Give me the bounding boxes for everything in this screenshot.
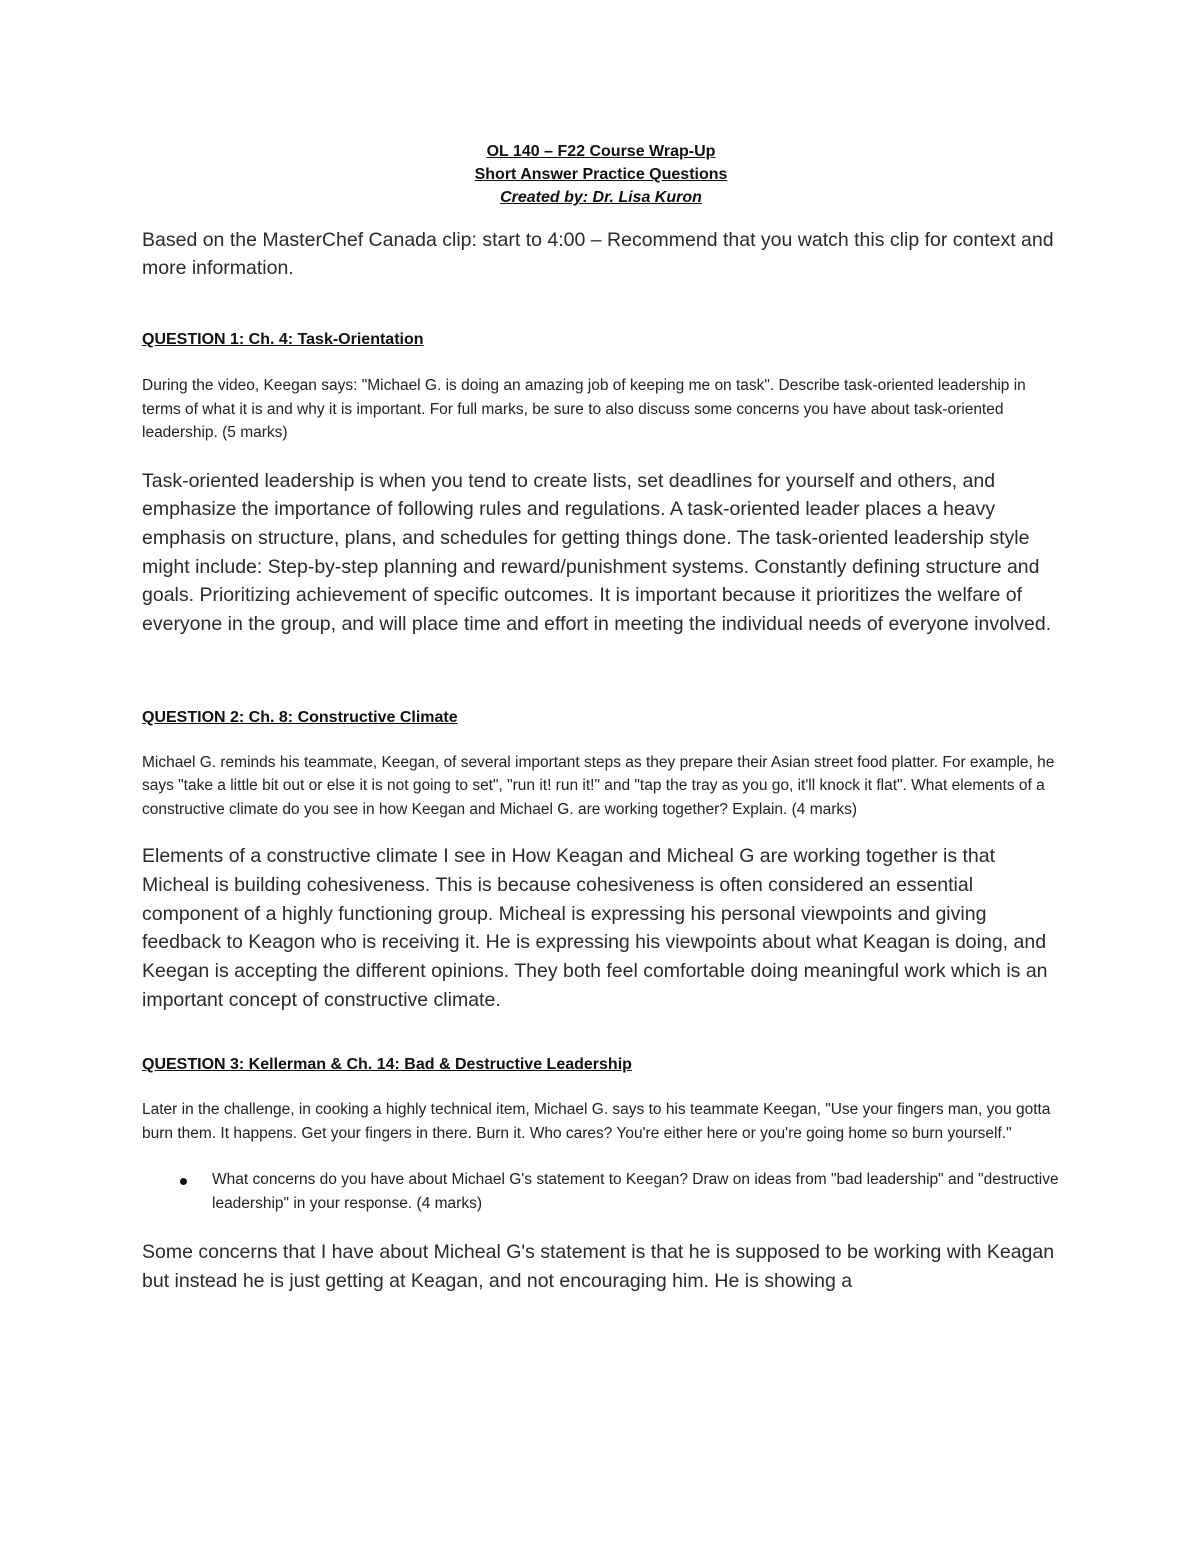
document-author: Created by: Dr. Lisa Kuron: [500, 189, 702, 206]
document-subtitle: Short Answer Practice Questions: [474, 166, 728, 183]
question-2-answer: Elements of a constructive climate I see in How Keagan and Micheal G are working together is that Micheal is building cohesiveness. This is because cohesiveness is often considered an essential component of a highly functioning group. Micheal is expressing his personal viewpoints and giving feedback to Keagon who is receiving it. He is expressing his viewpoints about what Keagan is doing, and Keegan is accepting the different opinions. They both feel comfortable doing meaningful work which is an important concept of constructive climate.: [142, 845, 1048, 1011]
list-item: [142, 1168, 1060, 1215]
question-2-heading: QUESTION 2: Ch. 8: Constructive Climate: [142, 708, 458, 726]
question-3-heading: QUESTION 3: Kellerman & Ch. 14: Bad & Destructive Leadership: [142, 1056, 632, 1074]
question-3-answer: Some concerns that I have about Micheal G's statement is that he is supposed to be working with Keagan but instead he is just getting at Keagan, and not encouraging him. He is showing a: [142, 1241, 1055, 1293]
question-3-bullet-list: [142, 1168, 1060, 1215]
question-2-text: Michael G. reminds his teammate, Keegan, of several important steps as they prepare their Asian street food platter. For example, he says "take a little bit out or else it is not going to set", "run it! run it!" and "tap the tray as you go, it'll knock it flat". What elements of a constructive climate do you see in how Keegan and Michael G. are working together? Explain. (4 marks): [142, 753, 1055, 818]
document-page: [142, 140, 1060, 1296]
question-1-answer: Task-oriented leadership is when you tend to create lists, set deadlines for yourself and others, and emphasize the importance of following rules and regulations. A task-oriented leader places a heavy emphasis on structure, plans, and schedules for getting things done. The task-oriented leadership style might include: Step-by-step planning and reward/punishment systems. Constantly defining structure and goals. Prioritizing achievement of specific outcomes. It is important because it prioritizes the welfare of everyone in the group, and will place time and effort in meeting the individual needs of everyone involved.: [142, 469, 1052, 636]
bullet-icon: [180, 1178, 187, 1185]
document-header: [142, 140, 1060, 209]
question-3-bullet-text: What concerns do you have about Michael G's statement to Keegan? Draw on ideas from "bad leadership" and "destructive leadership" in your response. (4 marks): [212, 1171, 1059, 1212]
question-1-text: During the video, Keegan says: "Michael G. is doing an amazing job of keeping me on task". Describe task-oriented leadership in terms of what it is and why it is important. For full marks, be sure to also discuss some concerns you have about task-oriented leadership. (5 marks): [142, 377, 1026, 441]
intro-paragraph: Based on the MasterChef Canada clip: start to 4:00 – Recommend that you watch this clip for context and more information.: [142, 229, 1054, 279]
question-3-text: Later in the challenge, in cooking a highly technical item, Michael G. says to his teammate Keegan, "Use your fingers man, you gotta burn them. It happens. Get your fingers in there. Burn it. Who cares? You're either here or you're going home so burn yourself.": [142, 1101, 1051, 1142]
question-1-heading: QUESTION 1: Ch. 4: Task-Orientation: [142, 331, 424, 348]
document-title: OL 140 – F22 Course Wrap-Up: [486, 143, 716, 160]
